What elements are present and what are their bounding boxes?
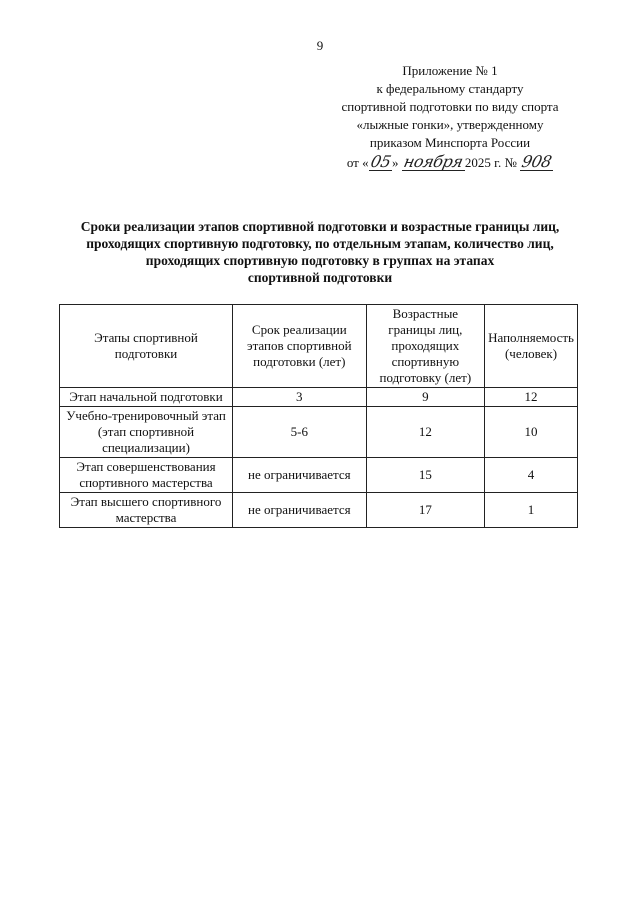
appendix-line-2: к федеральному стандарту [376, 81, 524, 96]
date-year: 2025 г. № [464, 155, 517, 170]
cell-age: 15 [366, 458, 484, 493]
cell-stage: Этап высшего спортивного мастерства [60, 493, 233, 528]
handwritten-month: ноября [402, 152, 465, 171]
date-prefix: от « [346, 155, 369, 170]
appendix-line-3: спортивной подготовки по виду спорта [341, 99, 559, 114]
header-group-size: Наполняемость (человек) [485, 305, 578, 388]
cell-age: 9 [366, 388, 484, 407]
cell-size: 12 [485, 388, 578, 407]
table-row [60, 388, 578, 407]
table-row [60, 407, 578, 458]
table-row [60, 458, 578, 493]
cell-duration: 3 [233, 388, 367, 407]
cell-size: 4 [485, 458, 578, 493]
header-duration: Срок реализации этапов спортивной подготовки (лет) [233, 305, 367, 388]
document-title [60, 218, 580, 286]
handwritten-order-number: 908 [520, 152, 554, 171]
cell-duration: не ограничивается [233, 493, 367, 528]
title-line-4: спортивной подготовки [247, 270, 393, 285]
appendix-line-4: «лыжные гонки», утвержденному [356, 117, 544, 132]
title-line-3: проходящих спортивную подготовку в группах на этапах [145, 253, 495, 268]
appendix-header [330, 62, 570, 172]
table-header-row [60, 305, 578, 388]
header-stages: Этапы спортивной подготовки [60, 305, 233, 388]
title-line-2: проходящих спортивную подготовку, по отдельным этапам, количество лиц, [86, 236, 554, 251]
cell-stage: Этап начальной подготовки [60, 388, 233, 407]
appendix-line-5: приказом Минспорта России [369, 135, 531, 150]
appendix-line-1: Приложение № 1 [402, 63, 498, 78]
cell-stage: Этап совершенствования спортивного мастерства [60, 458, 233, 493]
header-age-limits: Возрастные границы лиц, проходящих спортивную подготовку (лет) [366, 305, 484, 388]
stages-table [59, 304, 578, 528]
cell-size: 1 [485, 493, 578, 528]
handwritten-day: 05 [368, 152, 393, 171]
title-line-1: Сроки реализации этапов спортивной подготовки и возрастные границы лиц, [80, 219, 560, 234]
page-number: 9 [316, 38, 324, 53]
cell-age: 17 [366, 493, 484, 528]
table-row [60, 493, 578, 528]
cell-age: 12 [366, 407, 484, 458]
cell-stage: Учебно-тренировочный этап (этап спортивной специализации) [60, 407, 233, 458]
order-date-line [330, 153, 570, 172]
cell-duration: не ограничивается [233, 458, 367, 493]
cell-size: 10 [485, 407, 578, 458]
cell-duration: 5-6 [233, 407, 367, 458]
date-mid: » [391, 155, 399, 170]
